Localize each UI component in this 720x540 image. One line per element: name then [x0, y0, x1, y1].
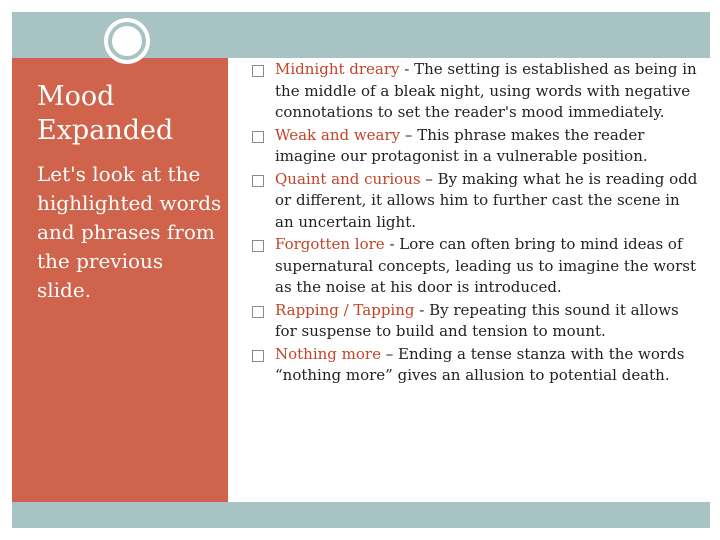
bullet-item	[252, 300, 700, 343]
bullet-box-icon	[252, 240, 264, 252]
bullet-item	[252, 344, 700, 387]
bullet-text: – By making what he is reading odd or different, it allows him to further cast the scene in an uncertain light.	[275, 169, 698, 231]
bullet-box-icon	[252, 175, 264, 187]
bottom-band	[12, 502, 710, 528]
bullet-item	[252, 59, 700, 124]
bullet-text: – This phrase makes the reader imagine our protagonist in a vulnerable position.	[275, 125, 648, 165]
ring-ornament-icon	[104, 18, 150, 64]
bullet-term: Forgotten lore	[275, 235, 385, 253]
bullet-item	[252, 125, 700, 168]
bullet-term: Midnight dreary	[275, 60, 400, 78]
bullet-box-icon	[252, 306, 264, 318]
bullet-term: Quaint and curious	[275, 169, 421, 188]
slide-title: Mood Expanded	[37, 81, 174, 146]
bullet-term: Nothing more	[275, 344, 381, 363]
slide-subtitle: Let's look at the highlighted words and phrases from the previous slide.	[37, 162, 222, 302]
bullet-text: – Ending a tense stanza with the words “nothing more” gives an allusion to potential death.	[275, 344, 685, 384]
bullet-item	[252, 234, 700, 299]
bullet-item	[252, 169, 700, 234]
bullet-list	[252, 59, 700, 388]
bullet-text: - By repeating this sound it allows for suspense to build and tension to mount.	[275, 300, 679, 340]
bullet-box-icon	[252, 350, 264, 362]
bullet-text: - The setting is established as being in the middle of a bleak night, using words with negative connotations to set the reader's mood immediately.	[275, 60, 697, 121]
bullet-term: Weak and weary	[275, 125, 401, 144]
bullet-box-icon	[252, 65, 264, 77]
ring-inner	[108, 22, 146, 60]
bullet-box-icon	[252, 131, 264, 143]
bullet-text: - Lore can often bring to mind ideas of supernatural concepts, leading us to imagine the worst as the noise at his door is introduced.	[275, 235, 696, 296]
bullet-term: Rapping / Tapping	[275, 300, 415, 319]
